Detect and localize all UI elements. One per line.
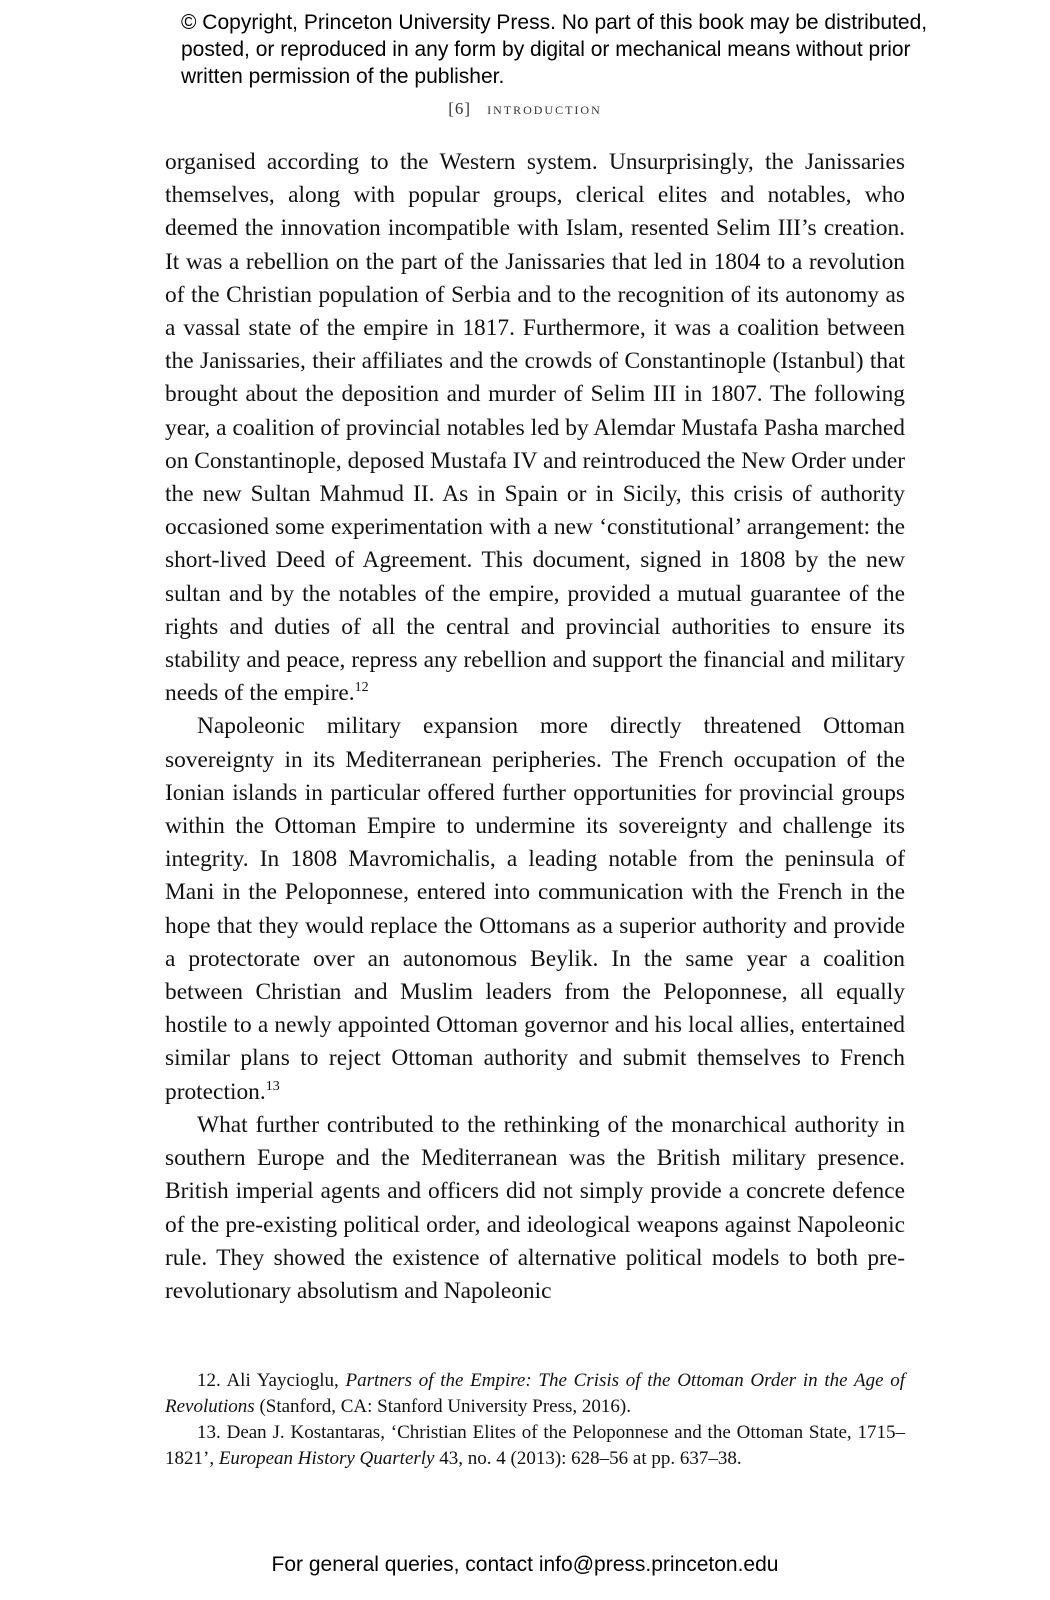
- paragraph-text: Napoleonic military expansion more directly threatened Ottoman sovereignty in its Mediterranean peripheries. The French occupation of the Ionian islands in particular offered further opportunities for provincial groups within the Ottoman Empire to undermine its sovereignty and challenge its integrity. In 1808 Mavromichalis, a leading notable from the peninsula of Mani in the Peloponnese, entered into communication with the French in the hope that they would replace the Ottomans as a superior authority and provide a protectorate over an autonomous Beylik. In the same year a coalition between Christian and Muslim leaders from the Peloponnese, all equally hostile to a newly appointed Ottoman governor and his local allies, entertained similar plans to reject Ottoman authority and submit themselves to French protection.: [165, 713, 905, 1105]
- main-text: [165, 146, 905, 1308]
- footnote-title: European History Quarterly: [218, 1448, 435, 1469]
- paragraph-text: What further contributed to the rethinking of the monarchical authority in southern Europe and the Mediterranean was the British military presence. British imperial agents and officers did not simply provide a concrete defence of the pre-existing political order, and ideological weapons against Napoleonic rule. They showed the existence of alternative political models to both pre-revolutionary absolutism and Napoleonic: [165, 1111, 905, 1304]
- footnote-author: Dean J. Kostantaras, ‘Christian Elites of the Peloponnese and the Ottoman State, 1715–1821’,: [165, 1422, 906, 1469]
- running-head: [0, 99, 1050, 119]
- footnotes: [165, 1368, 905, 1472]
- footnote: [165, 1420, 905, 1472]
- footnote-publication: 43, no. 4 (2013): 628–56 at pp. 637–38.: [439, 1448, 742, 1469]
- footnote-title: Partners of the Empire: The Crisis of the Ottoman Order in the Age of Revolutions: [165, 1370, 906, 1417]
- paragraph: [165, 146, 905, 710]
- page-number: [6]: [448, 99, 472, 118]
- copyright-notice: © Copyright, Princeton University Press. No part of this book may be distributed, posted, or reproduced in any form by digital or mechanical means without prior written permission of the publisher.: [181, 11, 928, 88]
- paragraph: [165, 1109, 905, 1308]
- footnote-number: 13.: [197, 1422, 221, 1443]
- footnote-ref: 12: [354, 680, 369, 696]
- footnote-number: 12.: [197, 1370, 221, 1391]
- contact-footer: For general queries, contact info@press.princeton.edu: [271, 1553, 779, 1576]
- footnote-ref: 13: [265, 1078, 280, 1094]
- paragraph: [165, 710, 905, 1108]
- footnote: [165, 1368, 905, 1420]
- footnote-publication: (Stanford, CA: Stanford University Press, 2016).: [259, 1396, 631, 1417]
- section-title: introduction: [487, 99, 602, 118]
- paragraph-text: organised according to the Western system. Unsurprisingly, the Janissaries themselves, along with popular groups, clerical elites and notables, who deemed the innovation incompatible with Islam, resented Selim III’s creation. It was a rebellion on the part of the Janissaries that led in 1804 to a revolution of the Christian population of Serbia and to the recognition of its autonomy as a vassal state of the empire in 1817. Furthermore, it was a coalition between the Janissaries, their affiliates and the crowds of Constantinople (Istanbul) that brought about the deposition and murder of Selim III in 1807. The following year, a coalition of provincial notables led by Alemdar Mustafa Pasha marched on Constantinople, deposed Mustafa IV and reintroduced the New Order under the new Sultan Mahmud II. As in Spain or in Sicily, this crisis of authority occasioned some experimentation with a new ‘constitutional’ arrangement: the short-lived Deed of Agreement. This document, signed in 1808 by the new sultan and by the notables of the empire, provided a mutual guarantee of the rights and duties of all the central and provincial authorities to ensure its stability and peace, repress any rebellion and support the financial and military needs of the empire.: [165, 149, 905, 707]
- footnote-author: Ali Yaycioglu,: [226, 1370, 339, 1391]
